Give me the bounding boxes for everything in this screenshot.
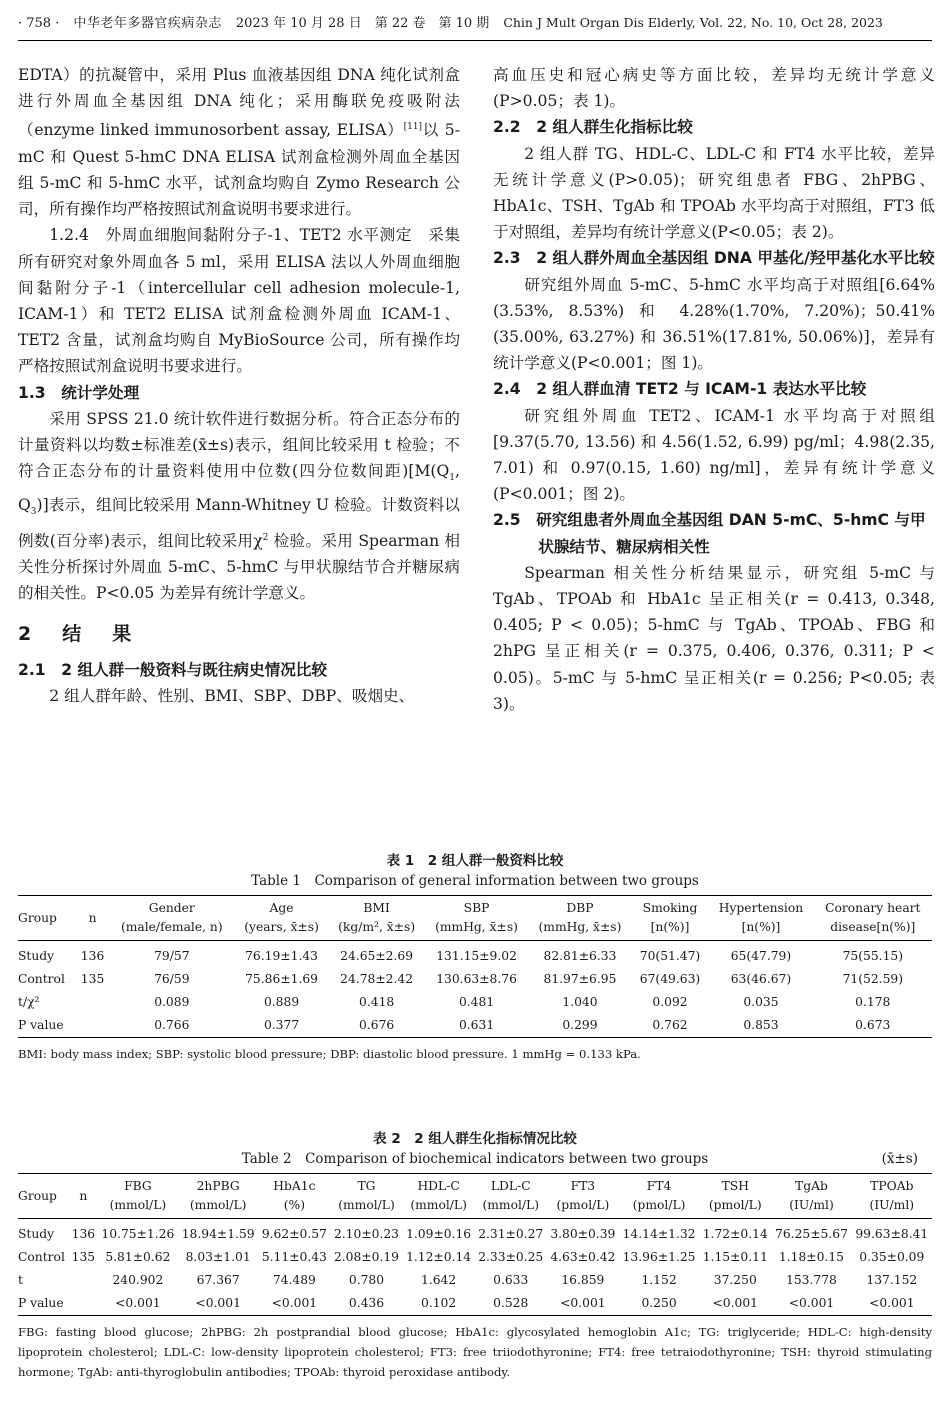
table-cell: 67(49.63)	[639, 972, 701, 986]
table-header-row	[18, 896, 932, 941]
column-header-title: Coronary heart	[825, 901, 921, 915]
column-header-title: SBP	[463, 901, 490, 915]
table-cell: 8.03±1.01	[185, 1250, 251, 1264]
column-header	[852, 1174, 932, 1219]
table-2-caption-en	[18, 1149, 932, 1169]
heading-2-2: 2.2 2 组人群生化指标比较	[493, 118, 693, 137]
column-header-title: DBP	[566, 901, 594, 915]
table-cell: 136	[80, 949, 105, 963]
table-cell: 13.96±1.25	[622, 1250, 696, 1264]
subscript: 1	[449, 473, 456, 484]
table-cell: 2.33±0.25	[478, 1250, 544, 1264]
text-run: )]表示，组间比较采用 Mann-Whitney U 检验。计数资料以例数(百分率)表示，组间比较采用χ	[18, 495, 460, 551]
text-run: , Q	[18, 462, 460, 514]
table-cell: 71(52.59)	[842, 972, 904, 986]
table-cell: 240.902	[112, 1273, 164, 1287]
table-cell	[76, 991, 109, 1014]
table-cell: 137.152	[866, 1273, 918, 1287]
citation-ref: [11]	[403, 122, 423, 133]
column-header-unit: (pmol/L)	[556, 1198, 610, 1212]
heading-2-5: 2.5 研究组患者外周血全基因组 DAN 5-mC、5-hmC 与甲状腺结节、糖尿病相关性	[493, 511, 926, 556]
table-cell: 136	[71, 1227, 96, 1241]
table-cell: 2.10±0.23	[333, 1227, 400, 1241]
table-body	[18, 941, 932, 1038]
caption-text: Table 2 Comparison of biochemical indicators between two groups	[241, 1151, 709, 1167]
table-cell: 5.81±0.62	[105, 1250, 171, 1264]
heading-2-4: 2.4 2 组人群血清 TET2 与 ICAM-1 表达水平比较	[493, 380, 867, 399]
column-header-title: FBG	[124, 1179, 152, 1193]
row-label: t	[18, 1273, 23, 1287]
column-header	[98, 1174, 178, 1219]
row-label: P value	[18, 1018, 64, 1032]
table-cell: 76.25±5.67	[775, 1227, 848, 1241]
table-cell: 76/59	[154, 972, 190, 986]
table-cell: 131.15±9.02	[436, 949, 517, 963]
column-header-unit: (%)	[283, 1198, 305, 1212]
heading-1-3: 1.3 统计学处理	[18, 383, 140, 402]
table-cell: 1.040	[562, 995, 598, 1009]
table-cell: 0.035	[743, 995, 779, 1009]
table-cell: 0.092	[652, 995, 688, 1009]
table-cell: 18.94±1.59	[181, 1227, 255, 1241]
paragraph-2-4: 研究组外周血 TET2、ICAM-1 水平均高于对照组[9.37(5.70, 13.56) 和 4.56(1.52, 6.99) pg/ml；4.98(2.35, 7.01) 和 0.97(0.15, 1.60) ng/ml]，差异有统计学意义(P<0.001；图 2)。	[493, 406, 935, 504]
table-row	[18, 1219, 932, 1247]
table-cell: <0.001	[271, 1296, 318, 1310]
column-header-title: Smoking	[642, 901, 698, 915]
table-cell: 130.63±8.76	[436, 972, 517, 986]
column-header	[328, 896, 424, 941]
column-header	[18, 1174, 69, 1219]
table-row	[18, 1014, 932, 1038]
paragraph-2-2: 2 组人群 TG、HDL-C、LDL-C 和 FT4 水平比较，差异无统计学意义(P>0.05)；研究组患者 FBG、2hPBG、HbA1c、TSH、TgAb 和 TPOAb 水平均高于对照组，FT3 低于对照组，差异均有统计学意义(P<0.05；表 2)。	[493, 144, 935, 242]
column-header-unit: (mmol/L)	[189, 1198, 247, 1212]
heading-2-3: 2.3 2 组人群外周血全基因组 DNA 甲基化/羟甲基化水平比较	[493, 249, 935, 268]
table-cell: 81.97±6.95	[543, 972, 617, 986]
column-header	[178, 1174, 258, 1219]
column-header-title: n	[88, 910, 97, 925]
paragraph-2-5: Spearman 相关性分析结果显示，研究组 5-mC 与 TgAb、TPOAb 和 HbA1c 呈正相关(r = 0.413, 0.348, 0.405; P < 0.05)；5-hmC 与 TgAb、TPOAb、FBG 和 2hPG 呈正相关(r = 0.375, 0.406, 0.376, 0.311; P < 0.05)。5-mC 与 5-hmC 呈正相关(r = 0.256; P<0.05; 表 3)。	[493, 563, 935, 713]
row-label: t/χ²	[18, 995, 40, 1009]
table-cell: 24.78±2.42	[340, 972, 414, 986]
column-header-title: TSH	[721, 1179, 749, 1193]
table-row	[18, 1292, 932, 1316]
text-run: 采用 SPSS 21.0 统计软件进行数据分析。符合正态分布的计量资料以均数±标准差(x̄±s)表示，组间比较采用 t 检验；不符合正态分布的计量资料使用中位数(四分位数间距)[M(Q	[18, 409, 460, 481]
table-cell: 5.11±0.43	[261, 1250, 327, 1264]
table-cell: <0.001	[195, 1296, 241, 1310]
table-cell: 0.889	[263, 995, 300, 1009]
column-header-unit: disease[n(%)]	[830, 920, 916, 934]
column-header-title: Age	[269, 901, 294, 915]
column-header-title: TG	[357, 1179, 376, 1193]
text-run: 以 5-mC 和 Quest 5-hmC DNA ELISA 试剂盒检测外周血全基因组 5-mC 和 5-hmC 水平，试剂盒均购自 Zymo Research 公司，所有操作均严格按照试剂盒说明书要求进行。	[18, 121, 460, 219]
column-header-unit: [n(%)]	[741, 920, 781, 934]
table-cell: 37.250	[713, 1273, 757, 1287]
table-cell: 0.418	[359, 995, 395, 1009]
column-header	[69, 1174, 98, 1219]
table-1	[18, 895, 932, 1038]
column-header-title: FT4	[646, 1179, 672, 1193]
table-cell: 0.633	[493, 1273, 529, 1287]
table-cell: 1.18±0.15	[778, 1250, 844, 1264]
table-cell: 135	[71, 1250, 96, 1264]
column-header	[330, 1174, 402, 1219]
table-cell: 14.14±1.32	[622, 1227, 696, 1241]
column-header-unit: (mmHg, x̄±s)	[538, 920, 622, 934]
table-1-footnote: BMI: body mass index; SBP: systolic blood pressure; DBP: diastolic blood pressure. 1 mmHg = 0.133 kPa.	[18, 1047, 641, 1061]
column-header-title: Group	[18, 1188, 57, 1203]
journal-title-cn: 中华老年多器官疾病杂志	[73, 16, 222, 31]
column-header	[814, 896, 932, 941]
column-header-title: TPOAb	[870, 1179, 914, 1193]
column-header-unit: (kg/m², x̄±s)	[338, 920, 416, 934]
column-header-unit: (IU/ml)	[789, 1198, 834, 1212]
column-header-unit: (pmol/L)	[708, 1198, 762, 1212]
column-header-unit: (male/female, n)	[120, 920, 223, 934]
table-cell	[69, 1292, 98, 1316]
table-2-caption-cn: 表 2 2 组人群生化指标情况比较	[373, 1131, 577, 1147]
row-label: Control	[18, 972, 65, 986]
table-cell: 0.766	[154, 1018, 190, 1032]
table-cell	[69, 1269, 98, 1292]
table-cell: 99.63±8.41	[855, 1227, 929, 1241]
table-cell: 0.102	[421, 1296, 457, 1310]
table-header-row	[18, 1174, 932, 1219]
column-header-unit: (mmol/L)	[109, 1198, 167, 1212]
column-header-unit: (years, x̄±s)	[244, 920, 319, 934]
table-2-unit: (x̄±s)	[881, 1151, 918, 1167]
table-cell: 4.63±0.42	[550, 1250, 616, 1264]
column-header	[76, 896, 109, 941]
column-header	[403, 1174, 475, 1219]
superscript: 2	[262, 532, 269, 543]
table-cell: 0.178	[855, 995, 891, 1009]
table-cell: 2.31±0.27	[478, 1227, 544, 1241]
column-header-unit: (mmol/L)	[410, 1198, 467, 1212]
table-cell: 74.489	[272, 1273, 316, 1287]
column-header	[547, 1174, 619, 1219]
column-header	[619, 1174, 699, 1219]
column-header	[528, 896, 631, 941]
methods-paragraph-elisa	[18, 62, 460, 222]
table-row	[18, 968, 932, 991]
table-cell: 153.778	[786, 1273, 837, 1287]
column-header-title: 2hPBG	[196, 1179, 240, 1193]
table-cell: 0.436	[348, 1296, 385, 1310]
section-1-2-4: 1.2.4 外周血细胞间黏附分子-1、TET2 水平测定 采集所有研究对象外周血各 5 ml，采用 ELISA 法以人外周血细胞间黏附分子-1（intercellular cell adhesion molecule-1, ICAM-1）和 TET2 ELISA 试剂盒检测外周血 ICAM-1、TET2 含量，试剂盒均购自 MyBioSource 公司，所有操作均严格按照试剂盒说明书要求进行。	[18, 226, 460, 376]
text-run: 检验。采用 Spearman 相关性分析探讨外周血 5-mC、5-hmC 与甲状腺结节合并糖尿病的相关性。P<0.05 为差异有统计学意义。	[18, 532, 460, 603]
statistics-paragraph	[18, 406, 460, 607]
column-header	[109, 896, 235, 941]
table-2	[18, 1173, 932, 1316]
table-cell: 0.377	[263, 1018, 300, 1032]
table-cell: 0.762	[652, 1018, 688, 1032]
table-cell: 82.81±6.33	[543, 949, 617, 963]
table-row	[18, 1269, 932, 1292]
table-row	[18, 941, 932, 969]
column-header-unit: (mmol/L)	[338, 1198, 395, 1212]
table-cell: 10.75±1.26	[101, 1227, 175, 1241]
column-header-title: TgAb	[795, 1179, 828, 1193]
paragraph-2-1: 2 组人群年龄、性别、BMI、SBP、DBP、吸烟史、	[49, 687, 415, 706]
column-header-title: Group	[18, 910, 57, 925]
table-cell: <0.001	[788, 1296, 835, 1310]
column-header	[18, 896, 76, 941]
table-cell: 0.481	[458, 995, 495, 1009]
table-cell: 0.631	[458, 1018, 495, 1032]
running-header	[18, 12, 932, 41]
table-cell: 1.642	[421, 1273, 457, 1287]
table-cell: 75.86±1.69	[245, 972, 318, 986]
table-cell: 63(46.67)	[730, 972, 792, 986]
table-cell: 24.65±2.69	[340, 949, 414, 963]
column-header-title: Hypertension	[718, 901, 804, 915]
table-cell: 67.367	[196, 1273, 240, 1287]
column-header	[632, 896, 709, 941]
column-header	[771, 1174, 851, 1219]
column-header	[708, 896, 813, 941]
column-header-title: Gender	[148, 901, 195, 915]
column-header-unit: (mmol/L)	[482, 1198, 540, 1212]
table-1-caption-cn: 表 1 2 组人群一般资料比较	[386, 853, 564, 869]
table-cell: 9.62±0.57	[261, 1227, 327, 1241]
left-column	[18, 62, 460, 709]
page-number: · 758 ·	[18, 16, 60, 31]
table-cell: 76.19±1.43	[245, 949, 318, 963]
column-header	[235, 896, 329, 941]
table-cell: 0.089	[154, 995, 190, 1009]
column-header-title: FT3	[570, 1179, 596, 1193]
table-cell: <0.001	[115, 1296, 161, 1310]
table-row	[18, 991, 932, 1014]
table-2-block	[18, 1129, 932, 1382]
table-cell: 16.859	[561, 1273, 605, 1287]
column-header-unit: (mmHg, x̄±s)	[435, 920, 518, 934]
column-header-unit: [n(%)]	[650, 920, 690, 934]
table-2-footnote: FBG: fasting blood glucose; 2hPBG: 2h postprandial blood glucose; HbA1c: glycosylated hemoglobin A1c; TG: triglyceride; HDL-C: high-density lipoprotein cholesterol; LDL-C: low-density lipoprotein cholesterol; FT3: free triiodothyronine; FT4: free tetraiodothyronine; TSH: thyroid stimulating hormone; TgAb: anti-thyroglobulin antibodies; TPOAb: thyroid peroxidase antibody.	[18, 1325, 932, 1379]
heading-2-1: 2.1 2 组人群一般资料与既往病史情况比较	[18, 660, 327, 679]
issue-date-cn: 2023 年 10 月 28 日 第 22 卷 第 10 期	[235, 16, 490, 31]
row-label: Study	[18, 949, 55, 963]
table-cell: 0.853	[743, 1018, 779, 1032]
table-cell: 0.676	[359, 1018, 395, 1032]
table-body	[18, 1219, 932, 1316]
column-header-unit: (pmol/L)	[632, 1198, 686, 1212]
column-header-title: BMI	[363, 901, 390, 915]
table-cell: 135	[80, 972, 105, 986]
table-1-caption-en: Table 1 Comparison of general information between two groups	[251, 873, 699, 889]
table-cell: <0.001	[560, 1296, 606, 1310]
column-header	[475, 1174, 547, 1219]
subscript: 3	[30, 506, 37, 517]
table-cell: 70(51.47)	[639, 949, 701, 963]
table-cell: 0.673	[855, 1018, 891, 1032]
table-cell: 0.780	[348, 1273, 385, 1287]
table-cell: 1.152	[641, 1273, 677, 1287]
table-cell: 1.12±0.14	[406, 1250, 472, 1264]
heading-results: 2 结 果	[18, 622, 138, 645]
table-cell: 3.80±0.39	[550, 1227, 616, 1241]
journal-title-en: Chin J Mult Organ Dis Elderly, Vol. 22, No. 10, Oct 28, 2023	[503, 15, 883, 30]
column-header	[258, 1174, 330, 1219]
table-cell	[76, 1014, 109, 1038]
table-1-block	[18, 851, 932, 1064]
table-cell: 0.299	[562, 1018, 598, 1032]
table-cell: <0.001	[869, 1296, 915, 1310]
text-run: EDTA）的抗凝管中，采用 Plus 血液基因组 DNA 纯化试剂盒进行外周血全基因组 DNA 纯化；采用酶联免疫吸附法（enzyme linked immunosorbent assay, ELISA）	[18, 66, 460, 140]
table-row	[18, 1246, 932, 1269]
table-cell: 1.09±0.16	[406, 1227, 472, 1241]
paragraph-2-1-continued: 高血压史和冠心病史等方面比较，差异均无统计学意义(P>0.05；表 1)。	[493, 66, 935, 111]
table-cell: 1.72±0.14	[702, 1227, 768, 1241]
table-cell: <0.001	[712, 1296, 759, 1310]
row-label: P value	[18, 1296, 64, 1310]
column-header-unit: (IU/ml)	[869, 1198, 915, 1212]
table-cell: 0.250	[641, 1296, 677, 1310]
column-header-title: HDL-C	[417, 1179, 460, 1193]
table-cell: 75(55.15)	[842, 949, 904, 963]
table-cell: 1.15±0.11	[702, 1250, 768, 1264]
column-header	[699, 1174, 771, 1219]
table-cell: 79/57	[154, 949, 190, 963]
column-header-title: n	[79, 1188, 88, 1203]
right-column	[493, 62, 935, 717]
paragraph-2-3: 研究组外周血 5-mC、5-hmC 水平均高于对照组[6.64%(3.53%, 8.53%) 和 4.28%(1.70%, 7.20%)；50.41%(35.00%, 63.27%) 和 36.51%(17.81%, 50.06%)]，差异有统计学意义(P<0.001；图 1)。	[493, 275, 935, 373]
row-label: Study	[18, 1227, 55, 1241]
column-header-title: LDL-C	[490, 1179, 531, 1193]
table-cell: 0.35±0.09	[859, 1250, 925, 1264]
table-cell: 0.528	[493, 1296, 529, 1310]
column-header-title: HbA1c	[273, 1179, 316, 1193]
table-cell: 2.08±0.19	[333, 1250, 400, 1264]
column-header	[425, 896, 528, 941]
table-cell: 65(47.79)	[730, 949, 792, 963]
row-label: Control	[18, 1250, 65, 1264]
